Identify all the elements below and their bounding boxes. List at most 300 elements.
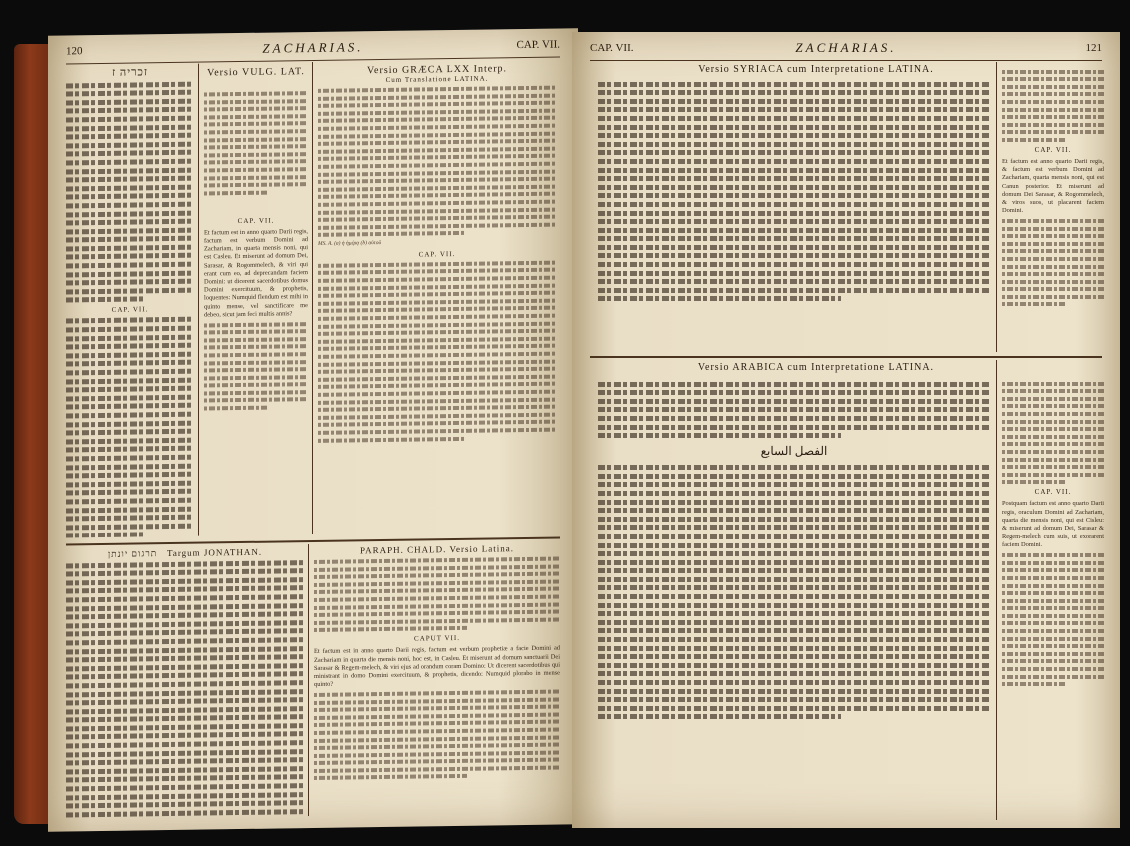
- text-line: [1002, 553, 1104, 557]
- text-line: [314, 720, 560, 727]
- text-line: [598, 603, 990, 608]
- text-line: [66, 577, 304, 585]
- text-line: [598, 508, 990, 513]
- text-line: [598, 390, 990, 395]
- text-line: [204, 406, 268, 411]
- text-line: [598, 193, 990, 198]
- text-line: [598, 416, 990, 421]
- text-line: [598, 202, 990, 207]
- text-line: [1002, 272, 1104, 276]
- text-line: [1002, 108, 1104, 112]
- text-line: [66, 818, 304, 820]
- text-line: [204, 375, 308, 380]
- text-line: [1002, 130, 1104, 134]
- text-line: [1002, 435, 1104, 439]
- text-line: [1002, 404, 1104, 408]
- text-line: [598, 176, 990, 181]
- arabic-latin-column: [1002, 378, 1104, 818]
- text-line: [204, 344, 308, 349]
- text-line: [314, 743, 560, 750]
- text-line: [598, 714, 841, 719]
- text-line: [1002, 302, 1065, 306]
- text-line: [66, 628, 304, 636]
- text-line: [318, 260, 556, 267]
- text-line: [204, 322, 308, 327]
- text-line: [66, 412, 194, 419]
- text-line: [1002, 257, 1104, 261]
- text-line: [204, 114, 308, 119]
- paraphrase-chapter-label: CAPUT VII.: [414, 634, 460, 643]
- text-line: [318, 329, 556, 336]
- text-line: [66, 202, 194, 209]
- text-line: [66, 757, 304, 765]
- text-line: [598, 90, 990, 95]
- hebrew-column: [66, 66, 194, 538]
- text-line: [318, 124, 556, 131]
- text-line: [66, 141, 194, 148]
- text-line: [66, 446, 194, 453]
- lxx-column: [318, 63, 556, 534]
- text-line: [204, 106, 308, 111]
- text-line: [598, 407, 990, 412]
- text-line: [318, 207, 556, 214]
- text-line: [66, 343, 194, 350]
- text-line: [66, 253, 194, 260]
- text-line: [598, 279, 990, 284]
- text-line: [1002, 561, 1104, 565]
- text-line: [314, 705, 560, 712]
- text-line: [1002, 659, 1104, 663]
- text-line: [314, 697, 560, 704]
- text-line: [1002, 265, 1104, 269]
- text-line: [66, 262, 194, 269]
- paraphrase-section: [314, 543, 560, 816]
- text-line: [1002, 234, 1104, 238]
- text-line: [1002, 92, 1104, 96]
- text-line: [204, 360, 308, 365]
- text-line: [66, 369, 194, 376]
- vulgate-column-head: Versio VULG. LAT.: [207, 66, 305, 79]
- text-line: [1002, 427, 1104, 431]
- text-line: [318, 93, 556, 100]
- text-line: [66, 489, 194, 496]
- text-line: [598, 185, 990, 190]
- text-line: [66, 437, 194, 444]
- text-line: [66, 394, 194, 401]
- text-line: [66, 288, 194, 295]
- text-line: [66, 637, 304, 645]
- syriac-chapter-label: CAP. VII.: [1034, 145, 1072, 154]
- text-line: [314, 579, 560, 586]
- text-line: [318, 374, 556, 381]
- text-line: [318, 344, 556, 351]
- text-line: [318, 131, 556, 138]
- text-line: [1002, 397, 1104, 401]
- text-line: [66, 429, 194, 436]
- text-line: [66, 603, 304, 611]
- text-line: [1002, 287, 1104, 291]
- text-line: [204, 152, 308, 157]
- text-line: [1002, 138, 1065, 142]
- text-line: [598, 245, 990, 250]
- text-line: [318, 108, 556, 115]
- text-line: [1002, 465, 1104, 469]
- text-line: [66, 646, 304, 654]
- text-line: [314, 610, 560, 617]
- text-line: [66, 611, 304, 619]
- text-line: [66, 594, 304, 602]
- text-line: [66, 732, 304, 740]
- text-line: [66, 472, 194, 479]
- text-line: [1002, 599, 1104, 603]
- text-line: [66, 420, 194, 427]
- text-line: [318, 382, 556, 389]
- text-line: [1002, 614, 1104, 618]
- text-line: [66, 723, 304, 731]
- targum-latin-title: Targum JONATHAN.: [166, 546, 263, 559]
- text-line: [598, 159, 990, 164]
- text-line: [66, 697, 304, 705]
- text-line: [1002, 458, 1104, 462]
- text-line: [66, 800, 304, 808]
- text-line: [66, 81, 194, 88]
- text-line: [318, 420, 556, 427]
- text-line: [314, 557, 560, 564]
- arabic-section-head: Versio ARABICA cum Interpretatione LATINA.: [697, 362, 935, 373]
- text-line: [66, 124, 194, 131]
- text-line: [598, 568, 990, 573]
- text-line: [204, 182, 308, 187]
- text-line: [314, 602, 560, 609]
- text-line: [66, 766, 304, 774]
- open-book: [14, 14, 1126, 832]
- text-line: [598, 697, 990, 702]
- text-line: [1002, 621, 1104, 625]
- text-line: [598, 654, 990, 659]
- text-line: [66, 809, 304, 817]
- text-line: [598, 296, 841, 301]
- text-line: [1002, 644, 1104, 648]
- text-line: [598, 271, 990, 276]
- text-line: [66, 193, 194, 200]
- text-line: [66, 377, 194, 384]
- text-line: [66, 480, 194, 487]
- text-line: [66, 297, 145, 303]
- text-line: [204, 367, 308, 372]
- text-line: [66, 219, 194, 226]
- text-line: [66, 107, 194, 114]
- text-line: [66, 740, 304, 748]
- text-line: [1002, 412, 1104, 416]
- text-line: [598, 637, 990, 642]
- text-line: [318, 177, 556, 184]
- text-line: [598, 517, 990, 522]
- text-line: [66, 360, 194, 367]
- text-line: [318, 283, 556, 290]
- text-line: [318, 352, 556, 359]
- text-line: [66, 317, 194, 324]
- text-line: [1002, 280, 1104, 284]
- text-line: [314, 564, 560, 571]
- text-line: [66, 463, 194, 470]
- text-line: [66, 326, 194, 333]
- text-line: [66, 351, 194, 358]
- text-line: [66, 568, 304, 576]
- text-line: [66, 334, 194, 341]
- text-line: [1002, 473, 1104, 477]
- syriac-section-head: Versio SYRIACA cum Interpretatione LATINA.: [698, 64, 934, 75]
- text-line: [314, 626, 467, 632]
- vulgate-text: Et factum est in anno quarto Darii regis, factum est verbum Domini ad Zachariam, in quarta mensis noni, qui est Casleu. Et miserunt ad domum Dei, Sarasar, & Rogommelech, & viri qui erant cum eo, ad deprecandam faciem Domini: ut dicerent sacerdotibus domus Domini exercituum, & prophetis, loquentes: Numquid flendum est mihi in quinto mense, vel sanctificare me debeo, sicut jam feci multis annis?: [204, 227, 308, 319]
- hebrew-column-head: זכריה ז: [112, 66, 148, 79]
- text-line: [66, 116, 194, 123]
- text-line: [318, 291, 556, 298]
- text-line: [318, 298, 556, 305]
- text-line: [66, 714, 304, 722]
- paraphrase-text: Et factum est in anno quarto Darii regis, factum est verbum prophetiæ a facie Domini ad Zachariam in quarta die mensis noni, hoc est, in Casleu. Et miserunt ad domum sanctuarii Dei Sarasar & Regem-melech, & viri ejus ad orandum coram Domino: Ut dicerent sacerdotibus qui ministrant in domo Domini exercituum, & prophetis, dicendo: Numquid plorabo in mense quinto?: [314, 644, 560, 689]
- text-line: [204, 175, 308, 180]
- text-line: [1002, 442, 1104, 446]
- text-line: [598, 646, 990, 651]
- text-line: [66, 270, 194, 277]
- vulgate-column: [204, 66, 308, 535]
- text-line: [318, 116, 556, 123]
- right-page-number: 121: [1085, 42, 1102, 54]
- text-line: [318, 397, 556, 404]
- text-line: [66, 689, 304, 697]
- text-line: [204, 137, 308, 142]
- text-line: [318, 336, 556, 343]
- text-line: [598, 168, 990, 173]
- right-running-head: [590, 40, 1102, 58]
- text-line: [66, 792, 304, 800]
- text-line: [66, 654, 304, 662]
- text-line: [318, 276, 556, 283]
- left-page: [48, 28, 578, 831]
- text-line: [598, 474, 990, 479]
- text-line: [318, 321, 556, 328]
- text-line: [204, 382, 308, 387]
- arabic-text-column: [598, 378, 990, 818]
- text-line: [1002, 242, 1104, 246]
- text-line: [314, 727, 560, 734]
- text-line: [1002, 227, 1104, 231]
- text-line: [66, 749, 304, 757]
- text-line: [66, 167, 194, 174]
- text-line: [1002, 77, 1104, 81]
- text-line: [204, 398, 308, 403]
- text-line: [66, 133, 194, 140]
- text-line: [1002, 389, 1104, 393]
- text-line: [318, 184, 556, 191]
- paraphrase-head: PARAPH. CHALD. Versio Latina.: [359, 543, 514, 556]
- text-line: [318, 86, 556, 93]
- text-line: [66, 663, 304, 671]
- text-line: [1002, 576, 1104, 580]
- text-line: [1002, 450, 1104, 454]
- text-line: [66, 586, 304, 594]
- hebrew-chapter-label: CAP. VII.: [111, 305, 149, 315]
- text-line: [314, 595, 560, 602]
- text-line: [1002, 70, 1104, 74]
- text-line: [598, 671, 990, 676]
- right-running-title: ZACHARIAS.: [795, 40, 897, 55]
- text-line: [1002, 591, 1104, 595]
- text-line: [598, 107, 990, 112]
- text-line: [314, 617, 560, 624]
- text-line: [598, 433, 841, 438]
- arabic-chapter-label: CAP. VII.: [1034, 488, 1072, 497]
- text-line: [66, 455, 194, 462]
- text-line: [204, 337, 308, 342]
- syriac-latin-text: Et factum est anno quarto Darii regis, & factum est verbum Domini ad Zachariam, quarta mensis noni, qui est Canun posterior. Et miserunt ad domum Dei Sarasar, & Rogommelech, & viros suos, ut placarent faciem Domini.: [1002, 157, 1104, 215]
- text-line: [598, 399, 990, 404]
- text-line: [66, 775, 304, 783]
- text-line: [598, 382, 990, 387]
- text-line: [66, 227, 194, 234]
- text-line: [314, 690, 560, 697]
- text-line: [1002, 295, 1104, 299]
- text-line: [1002, 568, 1104, 572]
- targum-head: [66, 546, 304, 559]
- text-line: [598, 628, 990, 633]
- text-line: [318, 268, 556, 275]
- text-line: [204, 91, 308, 96]
- text-line: [598, 150, 990, 155]
- text-line: [318, 162, 556, 169]
- text-line: [1002, 652, 1104, 656]
- text-line: [598, 689, 990, 694]
- text-line: [598, 551, 990, 556]
- text-line: [66, 245, 194, 252]
- text-line: [66, 279, 194, 286]
- text-line: [598, 585, 990, 590]
- vulgate-chapter-label: CAP. VII.: [237, 216, 275, 225]
- text-line: [318, 101, 556, 108]
- text-line: [598, 534, 990, 539]
- text-line: [66, 560, 304, 568]
- text-line: [318, 169, 556, 176]
- text-line: [318, 306, 556, 313]
- text-line: [1002, 219, 1104, 223]
- text-line: [66, 176, 194, 183]
- text-line: [598, 543, 990, 548]
- text-line: [598, 133, 990, 138]
- text-line: [314, 774, 467, 780]
- lxx-column-subhead: Cum Translatione LATINA.: [385, 74, 489, 84]
- text-line: [318, 222, 556, 229]
- text-line: [598, 262, 990, 267]
- text-line: [318, 215, 556, 222]
- text-line: [318, 154, 556, 161]
- text-line: [598, 99, 990, 104]
- text-line: [204, 167, 308, 172]
- text-line: [1002, 123, 1104, 127]
- text-line: [318, 146, 556, 153]
- text-line: [598, 611, 990, 616]
- text-line: [1002, 100, 1104, 104]
- text-line: [318, 359, 556, 366]
- text-line: [318, 436, 466, 442]
- text-line: [318, 192, 556, 199]
- text-line: [598, 482, 990, 487]
- text-line: [598, 594, 990, 599]
- text-line: [598, 663, 990, 668]
- text-line: [314, 765, 560, 772]
- text-line: [66, 671, 304, 679]
- text-line: [318, 367, 556, 374]
- text-line: [66, 236, 194, 243]
- text-line: [318, 405, 556, 412]
- text-line: [66, 184, 194, 191]
- text-line: [314, 712, 560, 719]
- arabic-latin-text: Postquam factum est anno quarto Darii regis, oraculum Domini ad Zachariam, quarta die mensis noni, qui est Cisleu: & miserunt ad domum Dei, Sarasar & Regem-melech cum suis, ut exorarent faciem Domini.: [1002, 500, 1104, 549]
- text-line: [204, 329, 308, 334]
- text-line: [66, 506, 194, 513]
- text-line: [598, 288, 990, 293]
- text-line: [204, 352, 308, 357]
- text-line: [1002, 584, 1104, 588]
- text-line: [598, 577, 990, 582]
- text-line: [598, 680, 990, 685]
- text-line: [66, 210, 194, 217]
- text-line: [1002, 249, 1104, 253]
- text-line: [204, 144, 308, 149]
- text-line: [598, 525, 990, 530]
- text-line: [318, 412, 556, 419]
- text-line: [598, 560, 990, 565]
- text-line: [314, 572, 560, 579]
- text-line: [1002, 85, 1104, 89]
- syriac-text-column: [598, 78, 990, 348]
- text-line: [598, 228, 990, 233]
- right-page: [572, 32, 1120, 828]
- text-line: [598, 116, 990, 121]
- text-line: [204, 99, 308, 104]
- lxx-chapter-label: CAP. VII.: [418, 249, 456, 259]
- arabic-chapter-title: الفصل السابع: [760, 444, 828, 459]
- text-line: [314, 758, 560, 765]
- text-line: [598, 500, 990, 505]
- targum-section: [66, 546, 304, 819]
- text-line: [1002, 382, 1104, 386]
- text-line: [66, 159, 194, 166]
- text-line: [598, 620, 990, 625]
- text-line: [66, 620, 304, 628]
- left-chapter-label: CAP. VII.: [516, 38, 560, 52]
- text-line: [66, 98, 194, 105]
- text-line: [66, 150, 194, 157]
- text-line: [314, 735, 560, 742]
- text-line: [1002, 606, 1104, 610]
- text-line: [204, 159, 308, 164]
- text-line: [318, 428, 556, 435]
- text-line: [66, 680, 304, 688]
- syriac-latin-column: [1002, 66, 1104, 352]
- left-running-title: ZACHARIAS.: [262, 39, 364, 56]
- text-line: [598, 491, 990, 496]
- text-line: [204, 190, 268, 195]
- text-line: [204, 129, 308, 134]
- text-line: [1002, 115, 1104, 119]
- text-line: [598, 465, 990, 470]
- targum-hebrew-title: תרגום יונתן: [107, 548, 158, 559]
- text-line: [598, 219, 990, 224]
- text-line: [314, 750, 560, 757]
- text-line: [66, 403, 194, 410]
- text-line: [66, 783, 304, 791]
- right-chapter-label: CAP. VII.: [590, 42, 634, 54]
